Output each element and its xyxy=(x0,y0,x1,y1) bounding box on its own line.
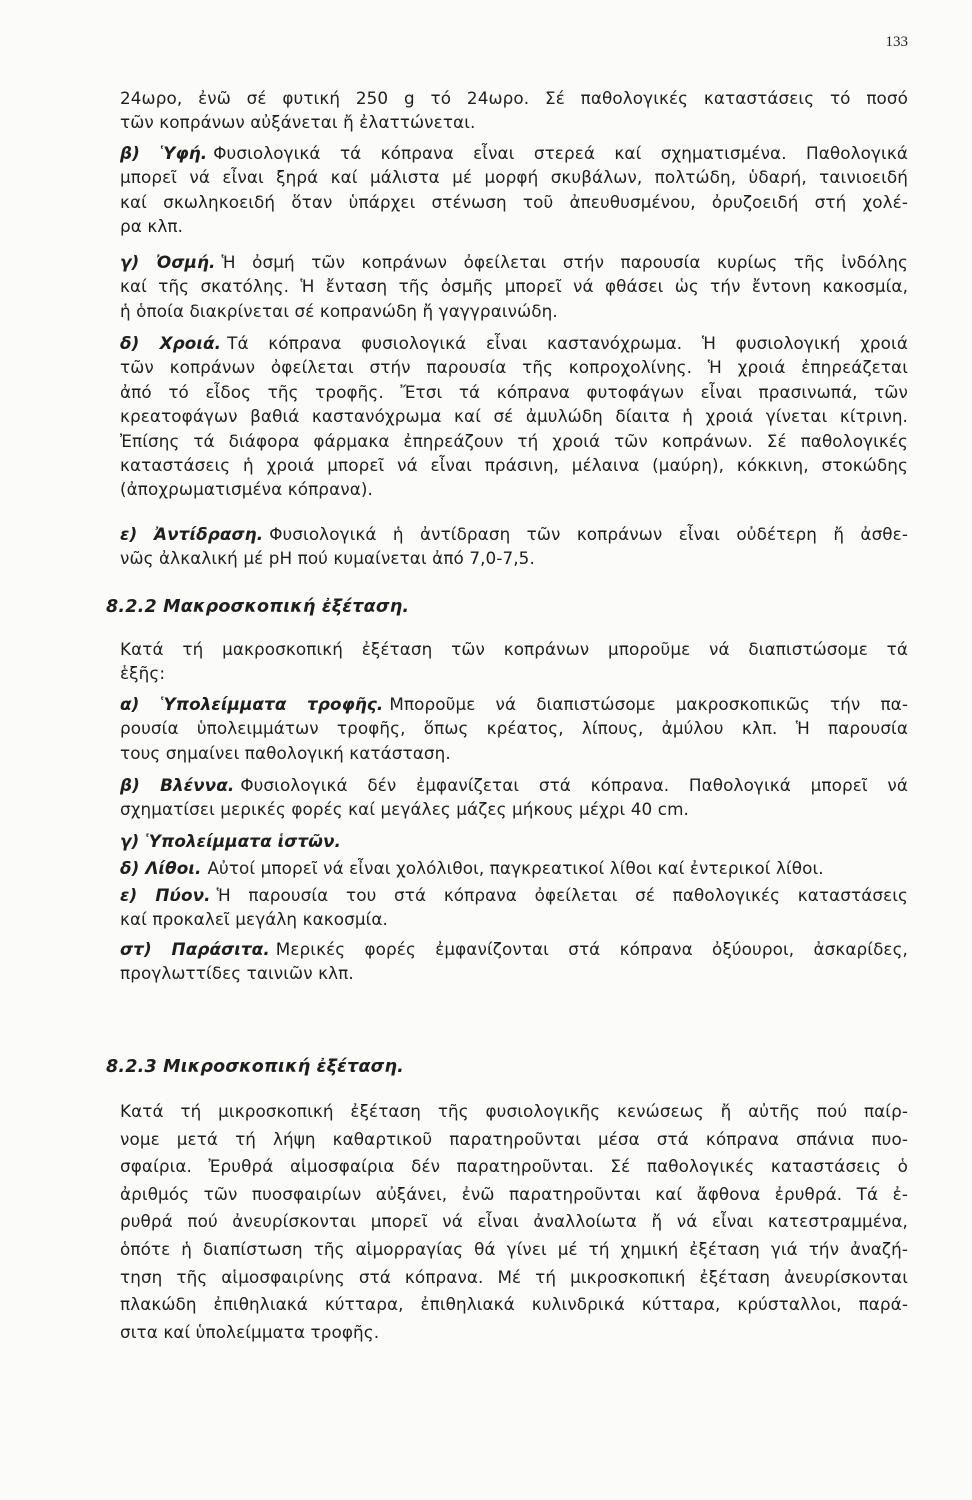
item-label: γ) Ὑπολείμματα ἱστῶν. xyxy=(120,831,341,851)
text-line: Κατά τή μικροσκοπική ἐξέταση τῆς φυσιολογικῆς κενώσεως ἤ αὐτῆς πού παίρ- xyxy=(120,1101,908,1121)
text-line: ἀριθμός τῶν πυοσφαιρίων αὐξάνει, ἐνῶ παρατηροῦνται καί ἄφθονα ἐρυθρά. Τά ἐ- xyxy=(120,1183,908,1204)
item-odor xyxy=(120,250,908,323)
text-line: ρουσία ὑπολειμμάτων τροφῆς, ὅπως κρέατος, λίπους, ἀμύλου κλπ. Ἡ παρουσία xyxy=(120,718,908,739)
item-food-residue xyxy=(120,692,908,765)
text-line: Φυσιολογικά δέν ἐμφανίζεται στά κόπρανα. Παθολογικά μπορεῖ νά xyxy=(240,775,908,795)
item-pus xyxy=(120,883,908,932)
page-number: 133 xyxy=(885,34,908,50)
text-line: Ἡ παρουσία του στά κόπρανα ὀφείλεται σέ παθολογικές καταστάσεις xyxy=(216,885,908,905)
text-line: Φυσιολογικά ἡ ἀντίδραση τῶν κοπράνων εἶναι οὐδέτερη ἤ ἀσθε- xyxy=(269,524,908,544)
section-heading-microscopic: 8.2.3 Μικροσκοπική ἐξέταση. xyxy=(106,1057,405,1077)
item-label: γ) Ὀσμή. xyxy=(120,252,216,272)
text-line: Φυσιολογικά τά κόπρανα εἶναι στερεά καί σχηματισμένα. Παθολογικά xyxy=(213,143,908,163)
item-label: α) Ὑπολείμματα τροφῆς. xyxy=(120,694,384,714)
text-line: ρα κλπ. xyxy=(120,216,184,237)
text-line: Τά κόπρανα φυσιολογικά εἶναι καστανόχρωμα. Ἡ φυσιολογική χροιά xyxy=(227,333,908,353)
text-line: Ἡ ὀσμή τῶν κοπράνων ὀφείλεται στήν παρουσία κυρίως τῆς ἰνδόλης xyxy=(221,252,908,272)
text-line: σχηματίσει μερικές φορές καί μεγάλες μάζες μήκους μέχρι 40 cm. xyxy=(120,799,689,820)
item-stones xyxy=(120,856,908,880)
item-label: δ) Χροιά. xyxy=(120,333,222,353)
text-line: καί τῆς σκατόλης. Ἡ ἔνταση τῆς ὀσμῆς μπορεῖ νά φθάσει ὡς τήν ἔντονη κακοσμία, xyxy=(120,276,908,297)
text-line: (ἀποχρωματισμένα κόπρανα). xyxy=(120,479,373,500)
item-label: ε) Ἀντίδραση. xyxy=(120,524,264,544)
item-label: β) Ὑφή. xyxy=(120,143,208,163)
text-line: σφαίρια. Ἐρυθρά αἱμοσφαίρια δέν παρατηροῦνται. Σέ παθολογικές καταστάσεις ὁ xyxy=(120,1156,908,1177)
text-line: 24ωρο, ἐνῶ σέ φυτική 250 g τό 24ωρο. Σέ παθολογικές καταστάσεις τό ποσό xyxy=(120,88,908,108)
intro-paragraph xyxy=(120,86,908,135)
item-label: ε) Πύον. xyxy=(120,885,211,905)
text-line: ρυθρά πού ἀνευρίσκονται μπορεῖ νά εἶναι ἀναλλοίωτα ἤ νά εἶναι κατεστραμμένα, xyxy=(120,1211,908,1232)
text-line: καταστάσεις ἡ χροιά μπορεῖ νά εἶναι πράσινη, μέλαινα (μαύρη), κόκκινη, στοκώδης xyxy=(120,454,908,475)
item-mucus xyxy=(120,773,908,822)
text-line: τῶν κοπράνων ὀφείλεται στήν παρουσία τῆς κοπροχολίνης. Ἡ χροιά ἐπηρεάζεται xyxy=(120,357,908,378)
item-parasites xyxy=(120,937,908,986)
micro-paragraph xyxy=(120,1098,908,1346)
text-line: πλακώδη ἐπιθηλιακά κύτταρα, ἐπιθηλιακά κυλινδρικά κύτταρα, κρύσταλλοι, παρά- xyxy=(120,1294,908,1315)
text-line: τῶν κοπράνων αὐξάνεται ἤ ἐλαττώνεται. xyxy=(120,112,476,133)
text-line: Μποροῦμε νά διαπιστώσομε μακροσκοπικῶς τήν πα- xyxy=(389,694,908,714)
text-line: προγλωττίδες ταινιῶν κλπ. xyxy=(120,963,354,984)
text-line: Αὐτοί μπορεῖ νά εἶναι χολόλιθοι, παγκρεατικοί λίθοι καί ἐντερικοί λίθοι. xyxy=(207,858,824,878)
text-line: σιτα καί ὑπολείμματα τροφῆς. xyxy=(120,1321,380,1342)
text-line: Κατά τή μακροσκοπική ἐξέταση τῶν κοπράνων μποροῦμε νά διαπιστώσομε τά xyxy=(120,639,908,659)
text-line: νῶς ἀλκαλική μέ pH πού κυμαίνεται ἀπό 7,0-7,5. xyxy=(120,548,535,569)
item-label: δ) Λίθοι. xyxy=(120,858,202,878)
section-heading-macroscopic: 8.2.2 Μακροσκοπική ἐξέταση. xyxy=(106,597,410,617)
macro-intro xyxy=(120,637,908,686)
text-line: κρεατοφάγων βαθιά καστανόχρωμα καί σέ ἀμυλώδη δίαιτα ἡ χροιά γίνεται κίτρινη. xyxy=(120,406,908,427)
text-line: καί προκαλεῖ μεγάλη κακοσμία. xyxy=(120,909,388,930)
item-label: στ) Παράσιτα. xyxy=(120,939,270,959)
item-color xyxy=(120,331,908,502)
item-texture xyxy=(120,141,908,239)
text-line: καί σκωληκοειδή ὅταν ὑπάρχει στένωση τοῦ ἀπευθυσμένου, ὀρυζοειδή στή χολέ- xyxy=(120,191,908,212)
item-tissue-residue xyxy=(120,829,908,853)
text-line: Μερικές φορές ἐμφανίζονται στά κόπρανα ὀξύουροι, ἀσκαρίδες, xyxy=(275,939,908,959)
item-label: β) Βλέννα. xyxy=(120,775,235,795)
text-line: ἡ ὁποία διακρίνεται σέ κοπρανώδη ἤ γαγγραινώδη. xyxy=(120,300,558,321)
text-line: μπορεῖ νά εἶναι ξηρά καί μάλιστα μέ μορφή σκυβάλων, πολτώδη, ὑδαρή, ταινιοειδή xyxy=(120,167,908,188)
text-line: νομε μετά τή λήψη καθαρτικοῦ παρατηροῦνται μέσα στά κόπρανα σπάνια πυο- xyxy=(120,1128,908,1149)
text-line: τους σημαίνει παθολογική κατάσταση. xyxy=(120,742,451,763)
text-line: Ἐπίσης τά διάφορα φάρμακα ἐπηρεάζουν τή χροιά τῶν κοπράνων. Σέ παθολογικές xyxy=(120,430,908,451)
text-line: ἑξῆς: xyxy=(120,663,166,684)
text-line: ὁπότε ἡ διαπίστωση τῆς αἱμορραγίας θά γίνει μέ τή χημική ἐξέταση γιά τήν ἀναζή- xyxy=(120,1238,908,1259)
item-reaction xyxy=(120,522,908,571)
text-line: ἀπό τό εἶδος τῆς τροφῆς. Ἔτσι τά κόπρανα φυτοφάγων εἶναι πρασινωπά, τῶν xyxy=(120,381,908,402)
text-line: τηση τῆς αἱμοσφαιρίνης στά κόπρανα. Μέ τή μικροσκοπική ἐξέταση ἀνευρίσκονται xyxy=(120,1266,908,1287)
